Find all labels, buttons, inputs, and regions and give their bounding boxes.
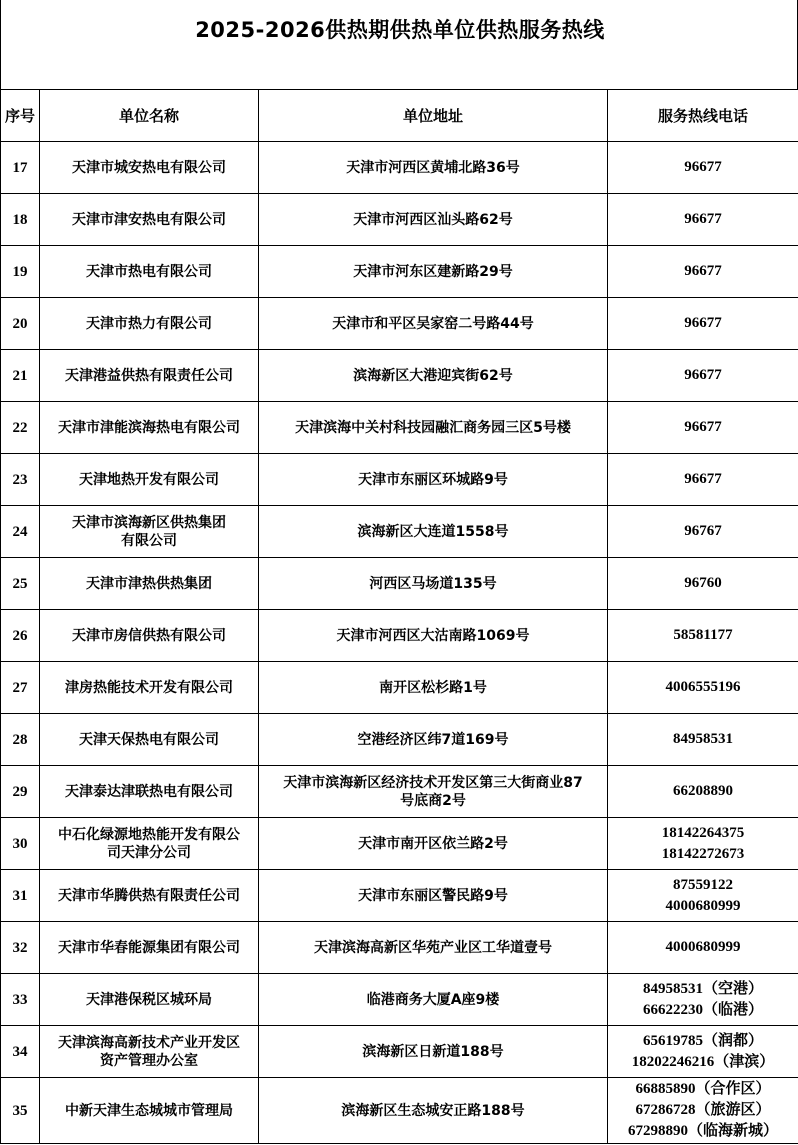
unit-name xyxy=(40,870,259,922)
unit-address-line: 天津市河东区建新路29号 xyxy=(353,263,513,280)
unit-name-line: 天津市房信供热有限公司 xyxy=(72,627,226,644)
unit-address xyxy=(259,662,608,714)
unit-address-line: 天津市东丽区警民路9号 xyxy=(358,887,508,904)
hotline-phone-line: 67286728（旅游区） xyxy=(635,1102,771,1118)
unit-address-line: 天津市河西区大沽南路1069号 xyxy=(336,627,530,644)
unit-address-line: 天津市河西区黄埔北路36号 xyxy=(346,159,520,176)
unit-name-line: 天津泰达津联热电有限公司 xyxy=(65,783,233,800)
unit-name xyxy=(40,922,259,974)
hotline-phone xyxy=(608,766,798,818)
unit-address xyxy=(259,610,608,662)
row-index: 28 xyxy=(1,714,40,766)
table-row xyxy=(1,454,798,506)
unit-address-line: 滨海新区生态城安正路188号 xyxy=(341,1102,525,1119)
unit-name-line: 天津地热开发有限公司 xyxy=(79,471,219,488)
unit-name xyxy=(40,974,259,1026)
unit-address-line: 临港商务大厦A座9楼 xyxy=(366,991,500,1008)
row-index: 22 xyxy=(1,402,40,454)
unit-address xyxy=(259,1078,608,1144)
hotline-phone-line: 18202246216（津滨） xyxy=(631,1053,775,1070)
hotline-phone-line: 96677 xyxy=(684,471,722,487)
table-row xyxy=(1,298,798,350)
unit-address-line: 号底商2号 xyxy=(400,792,466,809)
unit-name-line: 天津市热力有限公司 xyxy=(86,315,212,332)
unit-name xyxy=(40,558,259,610)
unit-name-line: 天津市津热供热集团 xyxy=(86,575,212,592)
unit-address xyxy=(259,506,608,558)
unit-address-line: 天津滨海中关村科技园融汇商务园三区5号楼 xyxy=(295,419,571,436)
table-row xyxy=(1,974,798,1026)
hotline-phone-line: 96760 xyxy=(684,575,722,591)
unit-name xyxy=(40,818,259,870)
table-row xyxy=(1,350,798,402)
header-index: 序号 xyxy=(1,90,40,142)
unit-name xyxy=(40,298,259,350)
table-row xyxy=(1,558,798,610)
hotline-phone-line: 4000680999 xyxy=(665,939,741,955)
unit-address-line: 河西区马场道135号 xyxy=(369,575,497,592)
unit-address-line: 天津市和平区吴家窑二号路44号 xyxy=(332,315,534,332)
hotline-phone xyxy=(608,454,798,506)
unit-name-line: 天津港益供热有限责任公司 xyxy=(65,367,233,384)
unit-address xyxy=(259,1026,608,1078)
hotline-table xyxy=(0,89,798,1144)
unit-address xyxy=(259,974,608,1026)
unit-address xyxy=(259,870,608,922)
row-index: 31 xyxy=(1,870,40,922)
hotline-phone xyxy=(608,246,798,298)
hotline-phone-line: 66885890（合作区） xyxy=(635,1081,771,1097)
row-index: 35 xyxy=(1,1078,40,1144)
unit-name xyxy=(40,714,259,766)
unit-address-line: 空港经济区纬7道169号 xyxy=(357,731,509,748)
unit-address-line: 南开区松杉路1号 xyxy=(379,679,487,696)
hotline-phone-line: 96677 xyxy=(684,367,722,383)
unit-name xyxy=(40,662,259,714)
unit-address-line: 滨海新区日新道188号 xyxy=(362,1043,504,1060)
unit-name-line: 天津市津安热电有限公司 xyxy=(72,211,226,228)
unit-name-line: 中新天津生态城城市管理局 xyxy=(65,1102,233,1119)
row-index: 27 xyxy=(1,662,40,714)
hotline-phone xyxy=(608,350,798,402)
unit-address-line: 天津市河西区汕头路62号 xyxy=(353,211,513,228)
unit-name-line: 天津市城安热电有限公司 xyxy=(72,159,226,176)
row-index: 33 xyxy=(1,974,40,1026)
hotline-phone-line: 18142272673 xyxy=(661,845,745,862)
hotline-phone xyxy=(608,142,798,194)
table-row xyxy=(1,818,798,870)
hotline-phone-line: 84958531（空港） xyxy=(642,980,763,997)
unit-name-line: 天津滨海高新技术产业开发区 xyxy=(58,1034,240,1051)
hotline-phone-line: 96677 xyxy=(684,159,722,175)
unit-name-line: 天津港保税区城环局 xyxy=(86,991,212,1008)
table-row xyxy=(1,402,798,454)
hotline-phone-line: 84958531 xyxy=(673,731,733,747)
hotline-phone xyxy=(608,506,798,558)
hotline-phone-line: 4006555196 xyxy=(665,679,741,695)
hotline-phone-line: 96677 xyxy=(684,419,722,435)
hotline-phone xyxy=(608,870,798,922)
table-row xyxy=(1,194,798,246)
hotline-phone xyxy=(608,922,798,974)
page-title: 2025-2026供热期供热单位供热服务热线 xyxy=(195,18,605,42)
unit-name xyxy=(40,402,259,454)
hotline-phone-line: 4000680999 xyxy=(665,897,741,914)
table-row xyxy=(1,506,798,558)
unit-name xyxy=(40,246,259,298)
row-index: 21 xyxy=(1,350,40,402)
hotline-phone-line: 67298890（临海新城） xyxy=(627,1123,778,1139)
unit-address xyxy=(259,402,608,454)
unit-name xyxy=(40,194,259,246)
row-index: 18 xyxy=(1,194,40,246)
hotline-phone-line: 65619785（润都） xyxy=(642,1032,763,1049)
unit-name-line: 司天津分公司 xyxy=(107,844,191,861)
row-index: 24 xyxy=(1,506,40,558)
unit-address-line: 滨海新区大港迎宾街62号 xyxy=(353,367,513,384)
hotline-phone-line: 58581177 xyxy=(673,627,733,643)
hotline-phone xyxy=(608,558,798,610)
unit-address xyxy=(259,246,608,298)
hotline-phone xyxy=(608,974,798,1026)
row-index: 32 xyxy=(1,922,40,974)
hotline-phone xyxy=(608,818,798,870)
unit-name-line: 津房热能技术开发有限公司 xyxy=(65,679,233,696)
unit-name-line: 中石化绿源地热能开发有限公 xyxy=(58,826,240,843)
table-row xyxy=(1,922,798,974)
table-header-row xyxy=(1,90,798,142)
hotline-phone-line: 96767 xyxy=(684,523,722,539)
unit-address xyxy=(259,922,608,974)
unit-name xyxy=(40,506,259,558)
unit-name-line: 天津天保热电有限公司 xyxy=(79,731,219,748)
unit-name xyxy=(40,350,259,402)
unit-address-line: 天津市南开区依兰路2号 xyxy=(358,835,508,852)
table-row xyxy=(1,662,798,714)
hotline-phone xyxy=(608,1026,798,1078)
header-unit-name: 单位名称 xyxy=(40,90,259,142)
row-index: 19 xyxy=(1,246,40,298)
unit-name xyxy=(40,1078,259,1144)
hotline-phone xyxy=(608,1078,798,1144)
unit-name-line: 有限公司 xyxy=(121,532,177,549)
table-row xyxy=(1,714,798,766)
table-row xyxy=(1,766,798,818)
row-index: 26 xyxy=(1,610,40,662)
hotline-phone-line: 66622230（临港） xyxy=(642,1001,763,1018)
hotline-phone xyxy=(608,714,798,766)
unit-name-line: 天津市滨海新区供热集团 xyxy=(72,514,226,531)
hotline-phone-line: 18142264375 xyxy=(661,824,745,841)
unit-name-line: 天津市华腾供热有限责任公司 xyxy=(58,887,240,904)
header-unit-address: 单位地址 xyxy=(259,90,608,142)
hotline-phone-line: 66208890 xyxy=(673,783,733,799)
hotline-phone xyxy=(608,610,798,662)
hotline-phone xyxy=(608,194,798,246)
hotline-phone-line: 96677 xyxy=(684,211,722,227)
unit-name-line: 天津市津能滨海热电有限公司 xyxy=(58,419,240,436)
hotline-phone-line: 87559122 xyxy=(673,876,733,893)
unit-name xyxy=(40,454,259,506)
hotline-phone xyxy=(608,402,798,454)
unit-name xyxy=(40,766,259,818)
unit-name xyxy=(40,142,259,194)
hotline-phone-line: 96677 xyxy=(684,315,722,331)
table-row xyxy=(1,610,798,662)
unit-address-line: 天津市东丽区环城路9号 xyxy=(358,471,508,488)
unit-name-line: 资产管理办公室 xyxy=(100,1052,198,1069)
unit-address xyxy=(259,558,608,610)
table-body xyxy=(1,142,798,1144)
unit-address xyxy=(259,194,608,246)
row-index: 23 xyxy=(1,454,40,506)
row-index: 34 xyxy=(1,1026,40,1078)
unit-name xyxy=(40,610,259,662)
title-bar xyxy=(0,0,798,89)
row-index: 30 xyxy=(1,818,40,870)
unit-address xyxy=(259,298,608,350)
header-hotline: 服务热线电话 xyxy=(608,90,798,142)
table-row xyxy=(1,142,798,194)
table-row xyxy=(1,870,798,922)
table-row xyxy=(1,246,798,298)
unit-address xyxy=(259,766,608,818)
unit-address-line: 天津市滨海新区经济技术开发区第三大街商业87 xyxy=(283,774,583,791)
unit-address xyxy=(259,818,608,870)
unit-address xyxy=(259,454,608,506)
table-row xyxy=(1,1026,798,1078)
row-index: 25 xyxy=(1,558,40,610)
row-index: 17 xyxy=(1,142,40,194)
unit-name-line: 天津市华春能源集团有限公司 xyxy=(58,939,240,956)
unit-address xyxy=(259,142,608,194)
unit-name-line: 天津市热电有限公司 xyxy=(86,263,212,280)
unit-address-line: 天津滨海高新区华苑产业区工华道壹号 xyxy=(314,939,552,956)
hotline-phone xyxy=(608,298,798,350)
unit-address-line: 滨海新区大连道1558号 xyxy=(357,523,509,540)
unit-address xyxy=(259,350,608,402)
row-index: 29 xyxy=(1,766,40,818)
hotline-phone-line: 96677 xyxy=(684,263,722,279)
row-index: 20 xyxy=(1,298,40,350)
table-row xyxy=(1,1078,798,1144)
hotline-phone xyxy=(608,662,798,714)
unit-address xyxy=(259,714,608,766)
unit-name xyxy=(40,1026,259,1078)
